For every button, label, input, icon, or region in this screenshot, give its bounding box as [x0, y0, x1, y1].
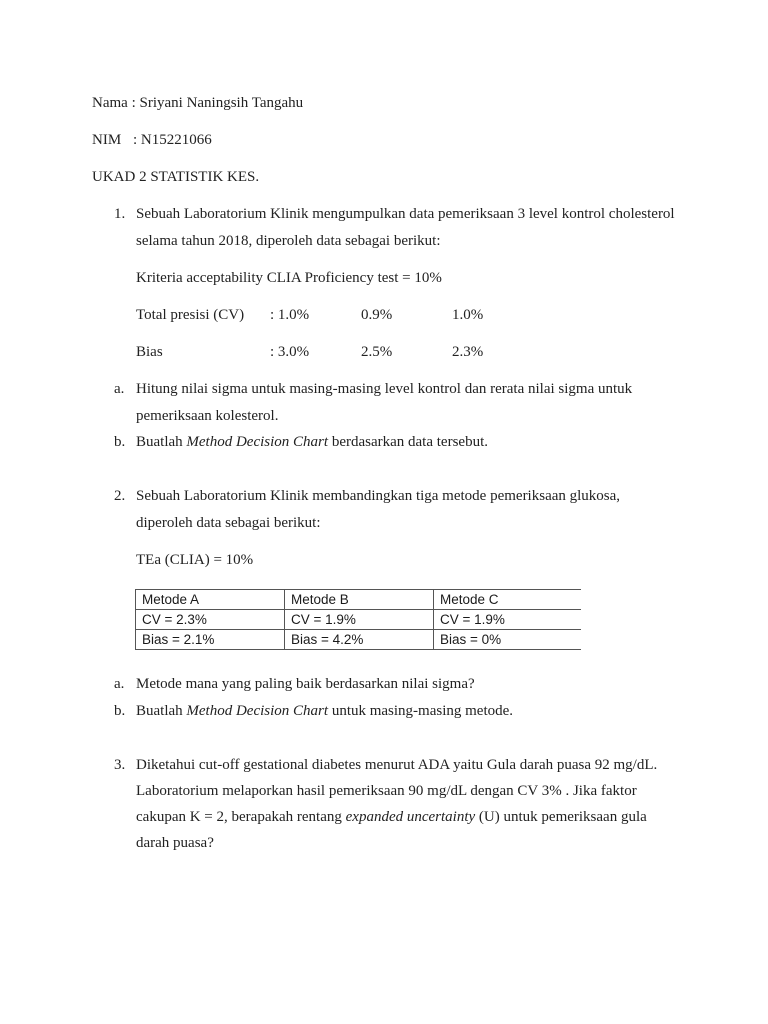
table-cell: Metode B: [285, 590, 434, 610]
data-row-value-3: 1.0%: [452, 307, 484, 323]
question-1b-text: [136, 432, 488, 452]
question-2b-text: [136, 701, 513, 721]
data-row-value-2: 0.9%: [361, 307, 393, 323]
question-2a-marker: a.: [114, 676, 125, 692]
question-3-text-line-1: Diketahui cut-off gestational diabetes menurut ADA yaitu Gula darah puasa 92 mg/dL.: [136, 757, 658, 773]
table-row: [136, 590, 582, 610]
table-cell: Bias = 2.1%: [136, 630, 285, 650]
question-2b-italic: Method Decision Chart: [186, 703, 329, 719]
question-2-text-line-2: diperoleh data sebagai berikut:: [136, 515, 321, 531]
question-1a-text-line-1: Hitung nilai sigma untuk masing-masing level kontrol dan rerata nilai sigma untuk: [136, 381, 633, 397]
question-3-number: 3.: [114, 757, 126, 773]
question-2-text-line-1: Sebuah Laboratorium Klinik membandingkan tiga metode pemeriksaan glukosa,: [136, 488, 621, 504]
question-1b-prefix: Buatlah: [136, 434, 187, 450]
table-cell: Metode A: [136, 590, 285, 610]
table-cell: Metode C: [434, 590, 582, 610]
question-2b-suffix: untuk masing-masing metode.: [328, 703, 514, 719]
methods-table: [135, 589, 581, 650]
question-1-number: 1.: [114, 206, 126, 222]
course-title: UKAD 2 STATISTIK KES.: [92, 169, 260, 185]
question-3-line-3-suffix: (U) untuk pemeriksaan gula: [475, 809, 647, 825]
data-row-label: Total presisi (CV): [136, 307, 245, 323]
question-1b-suffix: berdasarkan data tersebut.: [328, 434, 488, 450]
question-2-number: 2.: [114, 488, 126, 504]
table-cell: CV = 1.9%: [434, 610, 582, 630]
nim-value: : N15221066: [133, 132, 212, 148]
table-cell: Bias = 4.2%: [285, 630, 434, 650]
question-3-line-3-prefix: cakupan K = 2, berapakah rentang: [136, 809, 346, 825]
table-row: [136, 610, 582, 630]
table-cell: CV = 2.3%: [136, 610, 285, 630]
table-row: [136, 630, 582, 650]
student-name: Nama : Sriyani Naningsih Tangahu: [92, 95, 304, 111]
question-1b-marker: b.: [114, 434, 126, 450]
data-row-value-1: : 1.0%: [270, 307, 310, 323]
question-2a-text: Metode mana yang paling baik berdasarkan nilai sigma?: [136, 676, 475, 692]
table-cell: Bias = 0%: [434, 630, 582, 650]
data-row-value-3: 2.3%: [452, 344, 484, 360]
nim-label: NIM: [92, 132, 122, 148]
question-2b-marker: b.: [114, 703, 126, 719]
table-cell: CV = 1.9%: [285, 610, 434, 630]
question-3-line-3-italic: expanded uncertainty: [345, 809, 476, 825]
question-2b-prefix: Buatlah: [136, 703, 187, 719]
question-3-text-line-3: [136, 807, 647, 827]
question-1b-italic: Method Decision Chart: [186, 434, 329, 450]
question-1a-marker: a.: [114, 381, 125, 397]
data-row-label: Bias: [136, 344, 163, 360]
question-3-text-line-2: Laboratorium melaporkan hasil pemeriksaan 90 mg/dL dengan CV 3% . Jika faktor: [136, 783, 637, 799]
data-row-value-2: 2.5%: [361, 344, 393, 360]
question-1a-text-line-2: pemeriksaan kolesterol.: [136, 408, 279, 424]
question-1-text-line-1: Sebuah Laboratorium Klinik mengumpulkan data pemeriksaan 3 level kontrol cholesterol: [136, 206, 675, 222]
question-2-tea: TEa (CLIA) = 10%: [136, 552, 254, 568]
question-1-criteria: Kriteria acceptability CLIA Proficiency test = 10%: [136, 270, 442, 286]
question-1-text-line-2: selama tahun 2018, diperoleh data sebagai berikut:: [136, 233, 441, 249]
data-row-value-1: : 3.0%: [270, 344, 310, 360]
question-3-text-line-4: darah puasa?: [136, 835, 214, 851]
